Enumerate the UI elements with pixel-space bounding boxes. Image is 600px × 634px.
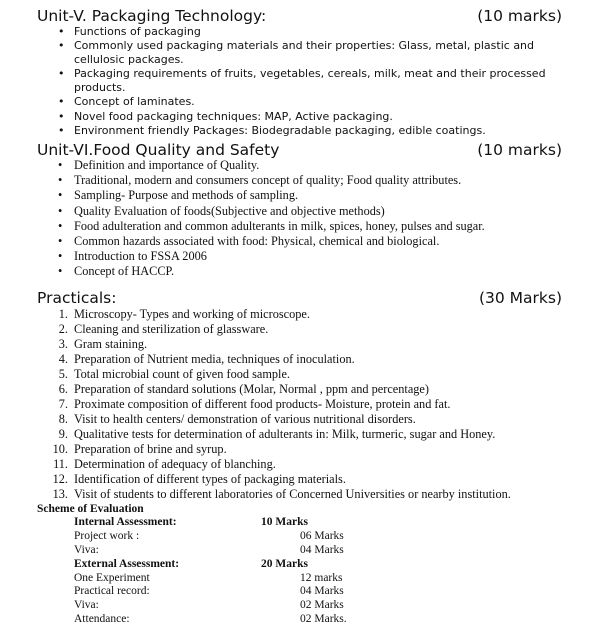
- internal-total: 10 Marks: [261, 516, 308, 528]
- scheme-row: [74, 544, 374, 558]
- item-text: Proximate composition of different food products- Moisture, protein and fat.: [74, 397, 451, 411]
- scheme-row-label: Project work :: [74, 529, 140, 542]
- list-item: • Traditional, modern and consumers concept of quality; Food quality attributes.: [74, 173, 564, 188]
- item-text: Preparation of brine and syrup.: [74, 442, 227, 456]
- scheme-row-marks: 04 Marks: [300, 543, 344, 556]
- item-text: Microscopy- Types and working of microscope.: [74, 307, 310, 321]
- external-assessment-row: [74, 558, 374, 572]
- list-item: [53, 457, 574, 472]
- list-item: [58, 322, 574, 337]
- internal-assessment-row: [74, 516, 374, 530]
- list-item: [52, 487, 574, 502]
- scheme-row-label: Attendance:: [74, 613, 130, 626]
- list-item: [58, 352, 574, 367]
- unit6-heading: [37, 141, 562, 159]
- unit6-list: [74, 158, 564, 280]
- practicals-title: Practicals:: [37, 289, 117, 307]
- list-item: [58, 397, 574, 412]
- external-total: 20 Marks: [261, 557, 308, 570]
- list-item: [58, 427, 574, 442]
- item-number: 13.: [52, 487, 68, 501]
- scheme-row: [74, 572, 374, 586]
- list-item: • Introduction to FSSA 2006: [74, 249, 564, 264]
- item-text: Determination of adequacy of blanching.: [74, 457, 276, 471]
- unit6-title: Unit-VI.Food Quality and Safety: [37, 141, 280, 159]
- item-number: 2.: [58, 322, 68, 336]
- scheme-row-label: Viva:: [74, 599, 99, 612]
- item-number: 6.: [58, 382, 68, 396]
- list-item: [58, 367, 574, 382]
- item-text: Identification of different types of packaging materials.: [74, 472, 346, 486]
- list-item: [52, 442, 574, 457]
- list-item: • Functions of packaging: [74, 25, 564, 39]
- item-text: Preparation of Nutrient media, techniques of inoculation.: [74, 352, 355, 366]
- item-text: Visit of students to different laboratories of Concerned Universities or nearby institution.: [74, 487, 511, 501]
- scheme-title: Scheme of Evaluation: [37, 503, 144, 515]
- scheme-table: [74, 516, 374, 627]
- item-number: 8.: [58, 412, 68, 426]
- unit5-list: [74, 25, 564, 138]
- item-text: Total microbial count of given food sample.: [74, 367, 290, 381]
- list-item: • Definition and importance of Quality.: [74, 158, 564, 173]
- scheme-row-label: One Experiment: [74, 571, 150, 584]
- item-number: 3.: [58, 337, 68, 351]
- list-item: • Environment friendly Packages: Biodegradable packaging, edible coatings.: [74, 124, 564, 138]
- list-item: • Novel food packaging techniques: MAP, Active packaging.: [74, 110, 564, 124]
- item-number: 11.: [53, 457, 68, 471]
- scheme-row-marks: 12 marks: [300, 571, 343, 584]
- scheme-row-marks: 02 Marks: [300, 599, 344, 612]
- unit5-heading: [37, 7, 562, 25]
- item-text: Qualitative tests for determination of adulterants in: Milk, turmeric, sugar and Honey.: [74, 427, 496, 441]
- list-item: [58, 307, 574, 322]
- unit5-marks: (10 marks): [477, 7, 562, 25]
- item-number: 7.: [58, 397, 68, 411]
- external-label: External Assessment:: [74, 557, 180, 570]
- list-item: • Commonly used packaging materials and their properties: Glass, metal, plastic and cellulosic packages.: [74, 39, 564, 67]
- scheme-row: [74, 613, 374, 627]
- scheme-row-label: Practical record:: [74, 585, 150, 598]
- scheme-row-marks: 06 Marks: [300, 529, 344, 542]
- practicals-heading: [37, 289, 562, 307]
- scheme-row-label: Viva:: [74, 543, 99, 556]
- scheme-row: [74, 599, 374, 613]
- item-text: Gram staining.: [74, 337, 148, 351]
- unit5-title: Unit-V. Packaging Technology:: [37, 7, 267, 25]
- item-number: 5.: [58, 367, 68, 381]
- item-number: 4.: [58, 352, 68, 366]
- internal-label: Internal Assessment:: [74, 516, 177, 528]
- scheme-row: [74, 530, 374, 544]
- scheme-row-marks: 04 Marks: [300, 585, 344, 598]
- list-item: [52, 472, 574, 487]
- item-number: 12.: [52, 472, 68, 486]
- list-item: • Packaging requirements of fruits, vegetables, cereals, milk, meat and their processed products.: [74, 67, 564, 95]
- unit6-marks: (10 marks): [477, 141, 562, 159]
- scheme-row-marks: 02 Marks.: [300, 613, 347, 626]
- item-text: Preparation of standard solutions (Molar, Normal , ppm and percentage): [74, 382, 429, 396]
- practicals-list: [52, 307, 574, 502]
- item-number: 9.: [58, 427, 68, 441]
- list-item: • Quality Evaluation of foods(Subjective and objective methods): [74, 204, 564, 219]
- list-item: [58, 382, 574, 397]
- list-item: [58, 412, 574, 427]
- list-item: • Concept of HACCP.: [74, 264, 564, 279]
- item-text: Visit to health centers/ demonstration of various nutritional disorders.: [74, 412, 416, 426]
- practicals-marks: (30 Marks): [478, 289, 562, 307]
- list-item: • Food adulteration and common adulterants in milk, spices, honey, pulses and sugar.: [74, 219, 564, 234]
- list-item: [58, 337, 574, 352]
- item-number: 1.: [58, 307, 68, 321]
- list-item: • Concept of laminates.: [74, 95, 564, 109]
- list-item: • Common hazards associated with food: Physical, chemical and biological.: [74, 234, 564, 249]
- scheme-row: [74, 585, 374, 599]
- item-text: Cleaning and sterilization of glassware.: [74, 322, 269, 336]
- item-number: 10.: [52, 442, 68, 456]
- list-item: • Sampling- Purpose and methods of sampling.: [74, 188, 564, 203]
